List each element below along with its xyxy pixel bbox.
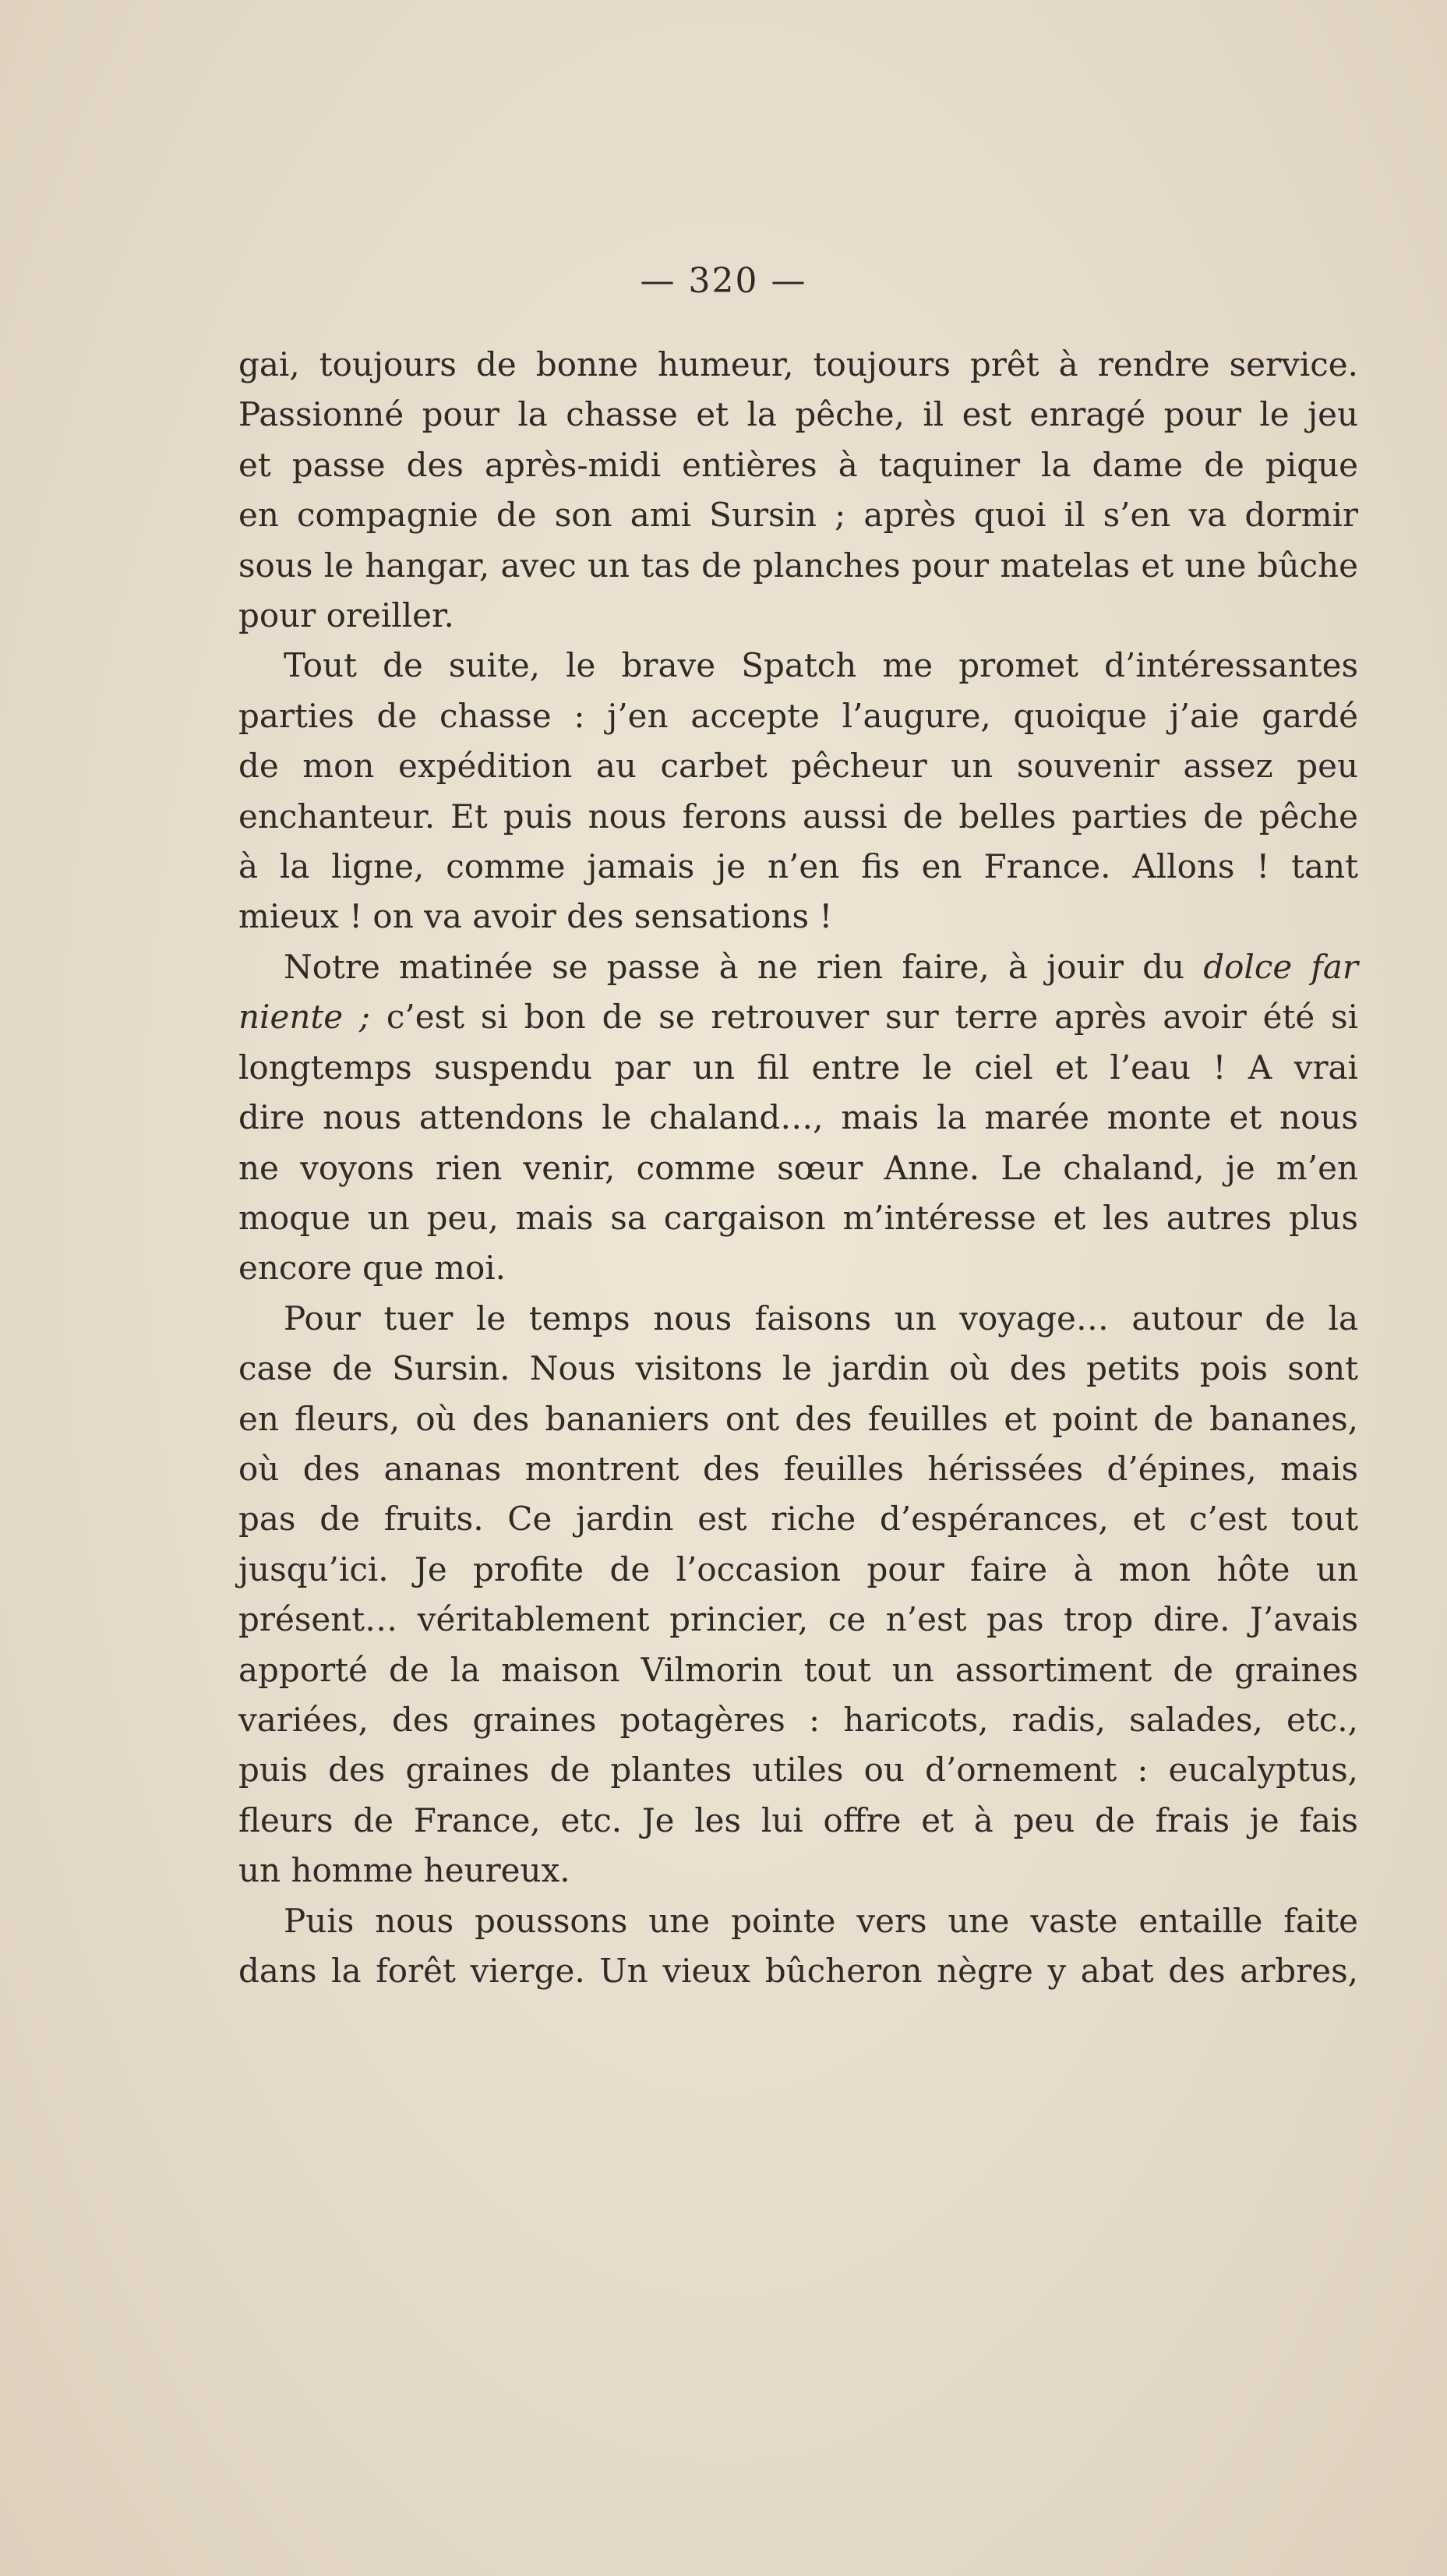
text-line-with-italic <box>238 942 1358 992</box>
text-line: et passe des après-midi entières à taquiner la dame de pique <box>238 445 1358 484</box>
text-line: Passionné pour la chasse et la pêche, il est enragé pour le jeu <box>238 395 1358 434</box>
text-line: parties de chasse : j’en accepte l’augure, quoique j’aie gardé <box>238 696 1358 735</box>
text-line: sous le hangar, avec un tas de planches pour matelas et une bûche <box>238 546 1358 585</box>
text-line: ne voyons rien venir, comme sœur Anne. Le chaland, je m’en <box>238 1148 1358 1187</box>
text-line: fleurs de France, etc. Je les lui offre et à peu de frais je fais <box>238 1800 1358 1839</box>
text-line: moque un peu, mais sa cargaison m’intéresse et les autres plus <box>238 1198 1358 1237</box>
text-line: où des ananas montrent des feuilles hérissées d’épines, mais <box>238 1449 1358 1488</box>
text-line: en compagnie de son ami Sursin ; après quoi il s’en va dormir <box>238 496 1358 535</box>
text-line: un homme heureux. <box>238 1851 570 1890</box>
text-line: dans la forêt vierge. Un vieux bûcheron nègre y abat des arbres, <box>238 1952 1358 1990</box>
text-line: variées, des graines potagères : haricots, radis, salades, etc., <box>238 1700 1358 1739</box>
text-line: présent… véritablement princier, ce n’est pas trop dire. J’avais <box>238 1600 1358 1639</box>
text-line: Tout de suite, le brave Spatch me promet d’intéressantes <box>284 646 1358 685</box>
text-segment: Notre matinée se passe à ne rien faire, à jouir du <box>284 947 1185 986</box>
text-line: puis des graines de plantes utiles ou d’ornement : eucalyptus, <box>238 1751 1358 1790</box>
text-line: Pour tuer le temps nous faisons un voyage… autour de la <box>284 1299 1358 1337</box>
text-line: mieux ! on va avoir des sensations ! <box>238 897 833 936</box>
text-line: longtemps suspendu par un fil entre le ciel et l’eau ! A vrai <box>238 1048 1358 1087</box>
text-line: Puis nous poussons une pointe vers une vaste entaille faite <box>284 1901 1358 1940</box>
text-line: en fleurs, où des bananiers ont des feuilles et point de bananes, <box>238 1399 1358 1438</box>
text-line: gai, toujours de bonne humeur, toujours prêt à rendre service. <box>238 345 1358 383</box>
text-line: jusqu’ici. Je profite de l’occasion pour faire à mon hôte un <box>238 1549 1358 1588</box>
text-segment: c’est si bon de se retrouver sur terre après avoir été si <box>386 998 1359 1037</box>
text-line: à la ligne, comme jamais je n’en fis en France. Allons ! tant <box>238 847 1358 886</box>
text-line: apporté de la maison Vilmorin tout un assortiment de graines <box>238 1650 1358 1689</box>
text-line: dire nous attendons le chaland…, mais la marée monte et nous <box>238 1098 1358 1137</box>
text-line: pas de fruits. Ce jardin est riche d’espérances, et c’est tout <box>238 1500 1358 1539</box>
text-line: enchanteur. Et puis nous ferons aussi de belles parties de pêche <box>238 797 1358 836</box>
text-line: pour oreiller. <box>238 596 454 635</box>
body-text <box>238 340 1358 1996</box>
page-number: — 320 — <box>640 261 807 301</box>
text-line-with-italic <box>238 992 1358 1042</box>
text-line: encore que moi. <box>238 1249 506 1288</box>
text-line: de mon expédition au carbet pêcheur un souvenir assez peu <box>238 747 1358 786</box>
italic-text: niente ; <box>238 998 371 1037</box>
italic-text: dolce far <box>1203 947 1359 986</box>
text-line: case de Sursin. Nous visitons le jardin où des petits pois sont <box>238 1349 1358 1388</box>
